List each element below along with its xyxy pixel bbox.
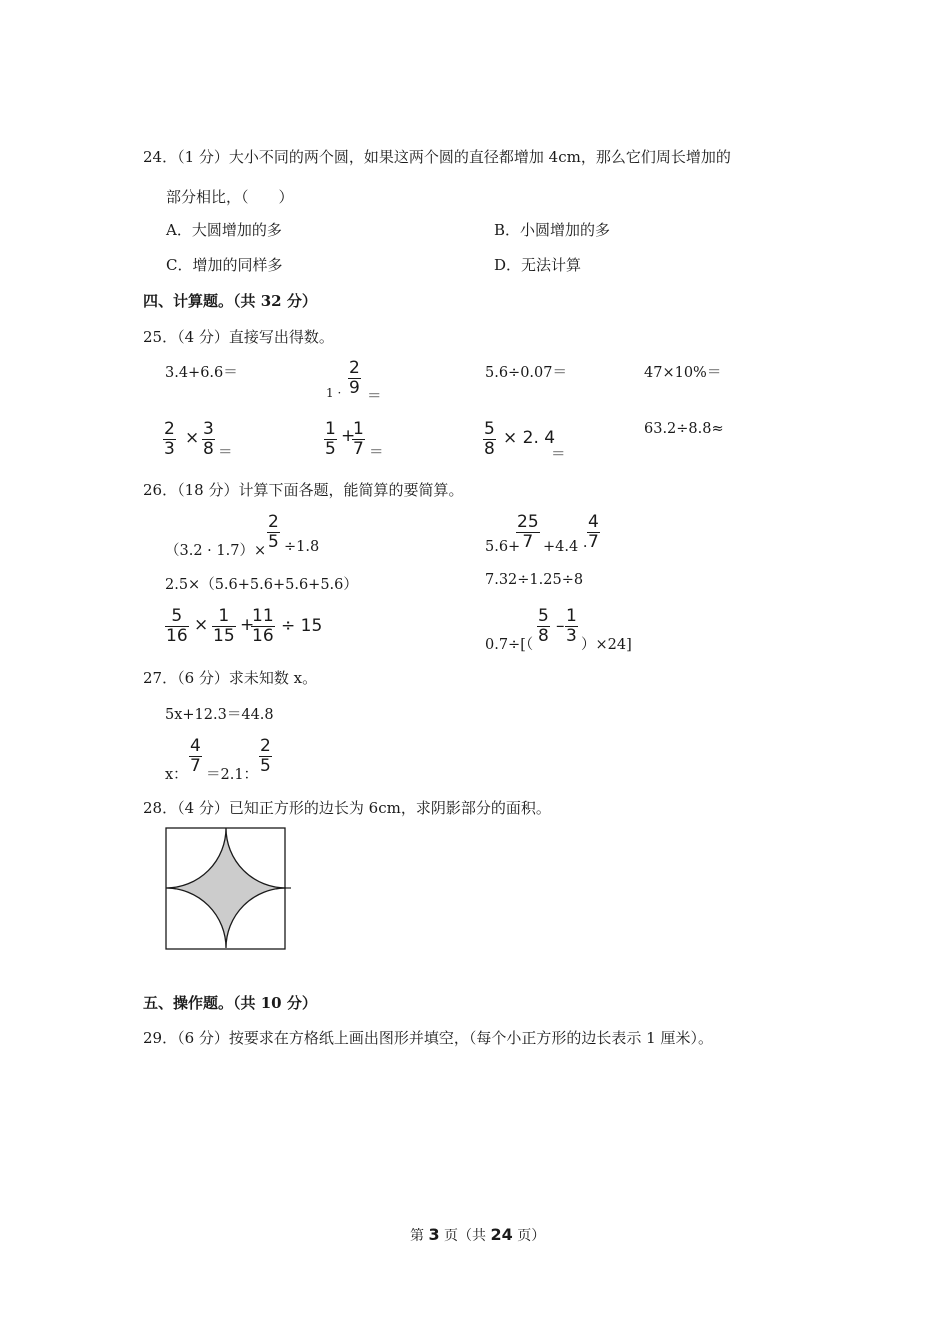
fraction-denominator: 8 — [203, 439, 214, 459]
q25-expr-5-operator: × — [185, 428, 200, 448]
q26-title: 26．（18 分）计算下面各题，能简算的要简算。 — [143, 481, 464, 499]
q26-e-operator-1: × — [194, 615, 209, 635]
q26-f-prefix: 0.7÷[（ — [485, 637, 534, 653]
q26-b-prefix: 5.6+ — [485, 539, 521, 555]
footer-page-number: 3 — [428, 1225, 440, 1244]
fraction-numerator: 11 — [252, 606, 274, 626]
footer-prefix: 第 — [410, 1228, 424, 1244]
q24-option-b: B．小圆增加的多 — [494, 221, 611, 239]
q26-e-fraction-3 — [251, 607, 275, 646]
q26-b-fraction-2 — [587, 513, 600, 552]
fraction-numerator: 5 — [538, 606, 549, 626]
fraction-denominator: 7 — [353, 439, 364, 459]
section-heading-calculation: 四、计算题。（共 32 分） — [143, 292, 317, 310]
q26-a-prefix: （3.2 · 1.7）× — [165, 543, 267, 559]
q25-expr-7-equals: ＝ — [551, 447, 566, 463]
fraction-denominator: 5 — [268, 532, 279, 552]
q26-a-fraction — [267, 513, 280, 552]
fraction-numerator: 25 — [517, 512, 539, 532]
page-footer — [410, 1225, 545, 1245]
footer-suffix: 页） — [517, 1228, 546, 1244]
q29-title: 29．（6 分）按要求在方格纸上画出图形并填空，（每个小正方形的边长表示 1 厘米）。 — [143, 1029, 713, 1047]
fraction-numerator: 1 — [218, 606, 230, 626]
fraction-denominator: 3 — [566, 626, 577, 646]
footer-total-pages: 24 — [490, 1225, 513, 1244]
q25-title: 25．（4 分）直接写出得数。 — [143, 328, 334, 346]
q26-e-operator-2: + — [240, 615, 255, 635]
q26-b-middle: +4.4 · — [543, 539, 588, 555]
fraction-numerator: 1 — [353, 419, 364, 439]
q27-title: 27．（6 分）求未知数 x。 — [143, 669, 318, 687]
section-heading-operation: 五、操作题。（共 10 分） — [143, 994, 317, 1012]
fraction-numerator: 5 — [171, 606, 183, 626]
q26-e-fraction-1 — [165, 607, 189, 646]
fraction-denominator: 15 — [213, 626, 235, 646]
fraction-numerator: 1 — [566, 606, 577, 626]
q25-expr-5-fraction-2 — [202, 420, 215, 459]
fraction-denominator: 16 — [252, 626, 274, 646]
q25-expr-6-fraction-2 — [352, 420, 365, 459]
q26-a-suffix: ÷1.8 — [284, 539, 320, 555]
fraction-numerator: 3 — [203, 419, 214, 439]
fraction-denominator: 7 — [190, 756, 201, 776]
q25-expr-5-fraction-1 — [163, 420, 176, 459]
q26-c: 2.5×（5.6+5.6+5.6+5.6） — [165, 577, 358, 593]
q25-expr-1: 3.4+6.6＝ — [165, 365, 238, 381]
q28-title: 28．（4 分）已知正方形的边长为 6cm，求阴影部分的面积。 — [143, 799, 551, 817]
fraction-denominator: 7 — [588, 532, 599, 552]
fraction-numerator: 2 — [349, 358, 360, 378]
q27-equation-2-middle: ＝2.1： — [206, 767, 259, 783]
fraction-numerator: 4 — [588, 512, 599, 532]
q26-f-fraction-2 — [565, 607, 578, 646]
fraction-numerator: 2 — [268, 512, 279, 532]
q25-expr-8: 63.2÷8.8≈ — [644, 421, 724, 437]
q25-expr-2-equals: ＝ — [367, 389, 382, 405]
q24-option-a: A．大圆增加的多 — [166, 221, 282, 239]
q26-e-operator-3: ÷ 15 — [281, 616, 323, 636]
q24-option-c: C．增加的同样多 — [166, 256, 283, 274]
fraction-denominator: 8 — [538, 626, 549, 646]
fraction-numerator: 2 — [260, 736, 271, 756]
q27-equation-2-prefix: x： — [165, 767, 188, 783]
q26-f-operator: – — [556, 616, 565, 636]
q27-equation-2-fraction-2 — [259, 737, 272, 776]
q26-d: 7.32÷1.25÷8 — [485, 572, 584, 588]
fraction-numerator: 4 — [190, 736, 201, 756]
q25-expr-7-fraction — [483, 420, 496, 459]
fraction-numerator: 2 — [164, 419, 175, 439]
q25-expr-2-prefix: 1 · — [326, 386, 342, 400]
fraction-denominator: 8 — [484, 439, 495, 459]
q26-e-fraction-2 — [212, 607, 236, 646]
q27-equation-1: 5x+12.3＝44.8 — [165, 707, 274, 723]
q26-f-suffix: ）×24] — [581, 637, 632, 653]
q24-stem: 24．（1 分）大小不同的两个圆，如果这两个圆的直径都增加 4cm，那么它们周长增加的 — [143, 148, 731, 166]
fraction-numerator: 5 — [484, 419, 495, 439]
q24-option-d: D．无法计算 — [494, 256, 582, 274]
q24-stem-cont: 部分相比，（ ） — [166, 188, 294, 206]
q25-expr-4: 47×10%＝ — [644, 365, 722, 381]
fraction-denominator: 7 — [522, 532, 534, 552]
q27-equation-2-fraction-1 — [189, 737, 202, 776]
fraction-denominator: 5 — [260, 756, 271, 776]
q25-expr-6-fraction-1 — [324, 420, 337, 459]
q25-expr-5-equals: ＝ — [218, 445, 233, 461]
fraction-denominator: 9 — [349, 378, 360, 398]
footer-middle: 页（共 — [444, 1228, 487, 1244]
q26-b-fraction-1 — [516, 513, 540, 552]
fraction-denominator: 5 — [325, 439, 336, 459]
fraction-denominator: 3 — [164, 439, 175, 459]
q25-expr-6-equals: ＝ — [369, 445, 384, 461]
q28-figure-square-with-shaded-star — [160, 824, 296, 954]
q25-expr-6-operator: + — [341, 426, 356, 446]
fraction-denominator: 16 — [166, 626, 188, 646]
fraction-numerator: 1 — [325, 419, 336, 439]
q25-expr-3: 5.6÷0.07＝ — [485, 365, 567, 381]
q26-f-fraction-1 — [537, 607, 550, 646]
q25-expr-7-operator: × 2. 4 — [503, 428, 556, 448]
q25-expr-2-fraction — [348, 359, 361, 398]
